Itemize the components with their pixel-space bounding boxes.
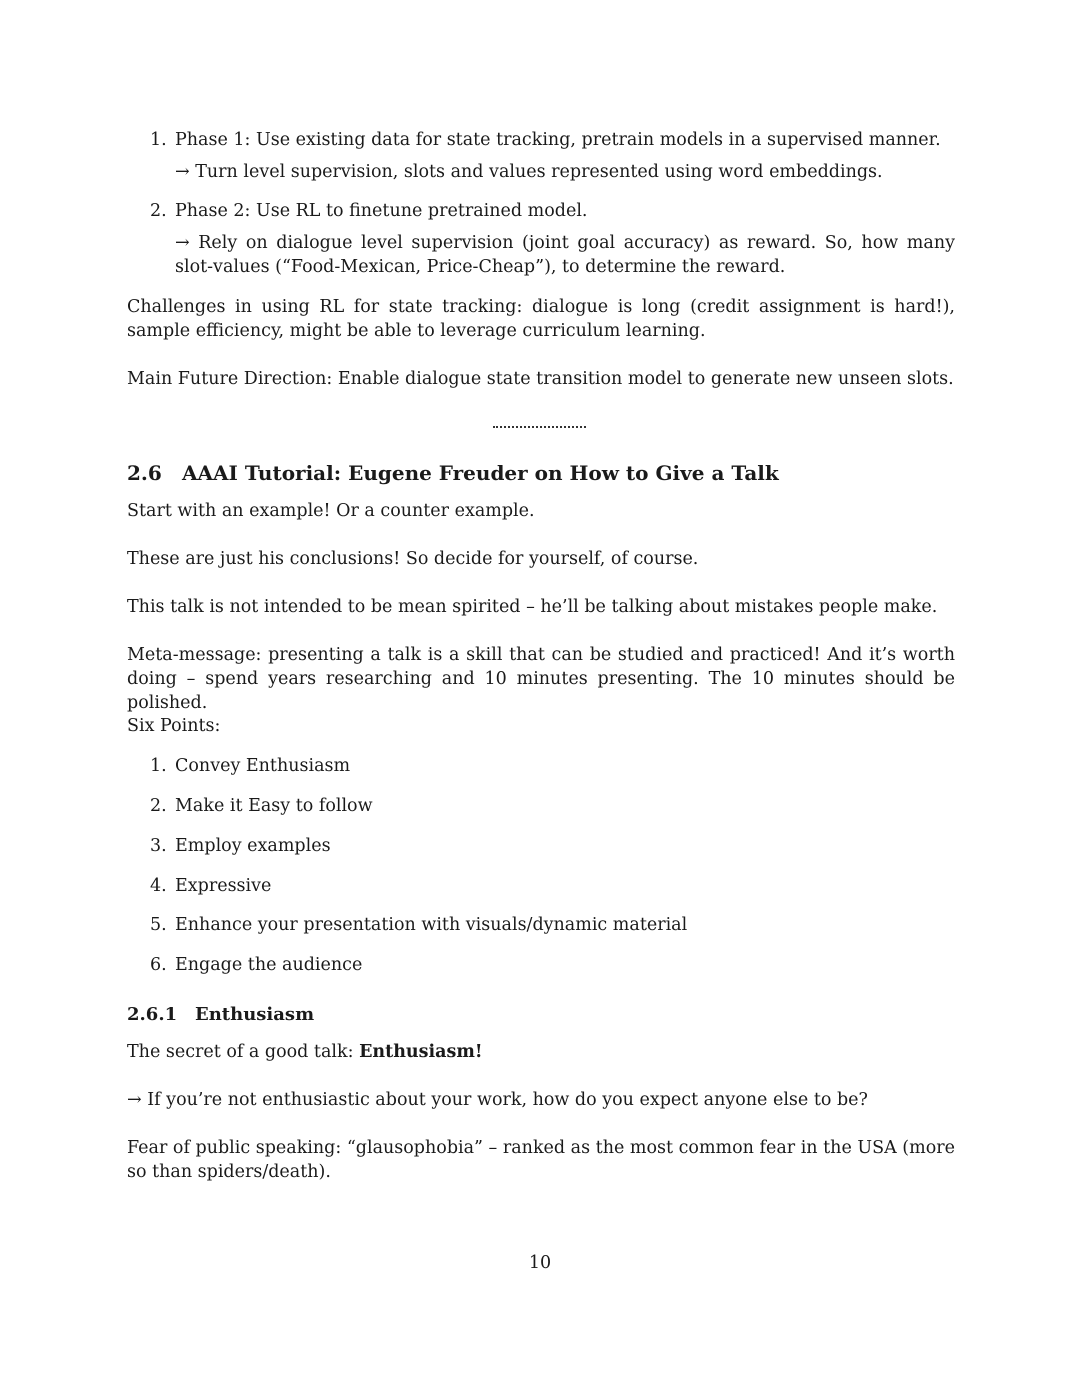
challenges-paragraph: Challenges in using RL for state tracking: dialogue is long (credit assignment is hard!), sample efficiency, might be able to leverage curriculum learning. — [127, 297, 955, 341]
question-paragraph: → If you’re not enthusiastic about your work, how do you expect anyone else to be? — [127, 1090, 868, 1110]
point-item — [150, 834, 955, 858]
point-text: Enhance your presentation with visuals/dynamic material — [175, 915, 688, 935]
point-item — [150, 953, 955, 977]
list-number: 2. — [150, 796, 167, 816]
list-number: 3. — [150, 836, 167, 856]
future-direction-paragraph: Main Future Direction: Enable dialogue state transition model to generate new unseen slots. — [127, 369, 954, 389]
point-text: Expressive — [175, 876, 272, 896]
point-text: Make it Easy to follow — [175, 796, 373, 816]
list-number: 1. — [150, 130, 167, 150]
point-item — [150, 754, 955, 778]
point-text: Engage the audience — [175, 955, 363, 975]
list-number: 1. — [150, 756, 167, 776]
subsection-number: 2.6.1 — [127, 1004, 178, 1025]
list-number: 4. — [150, 876, 167, 896]
list-number: 5. — [150, 915, 167, 935]
page-number: 10 — [528, 1253, 552, 1273]
point-text: Convey Enthusiasm — [175, 756, 351, 776]
paragraph-example: Start with an example! Or a counter example. — [127, 501, 535, 521]
subsection-title: Enthusiasm — [195, 1004, 315, 1025]
phase-1-item — [150, 128, 955, 152]
secret-bold: Enthusiasm! — [359, 1042, 483, 1062]
paragraph-mistakes: This talk is not intended to be mean spirited – he’ll be talking about mistakes people make. — [127, 597, 938, 617]
phase-2-sub: → Rely on dialogue level supervision (joint goal accuracy) as reward. So, how many slot-values (“Food-Mexican, Price-Cheap”), to determine the reward. — [175, 233, 955, 277]
secret-paragraph — [127, 1040, 955, 1064]
point-item — [150, 874, 955, 898]
list-number: 2. — [150, 201, 167, 221]
paragraph-meta-message: Meta-message: presenting a talk is a skill that can be studied and practiced! And it’s worth doing – spend years researching and 10 minutes presenting. The 10 minutes should be polished. — [127, 645, 955, 713]
section-title: AAAI Tutorial: Eugene Freuder on How to Give a Talk — [182, 461, 779, 485]
point-text: Employ examples — [175, 836, 331, 856]
phase-2-text: Phase 2: Use RL to finetune pretrained model. — [175, 201, 588, 221]
secret-prefix: The secret of a good talk: — [127, 1042, 360, 1062]
phase-1-text: Phase 1: Use existing data for state tracking, pretrain models in a supervised manner. — [175, 130, 941, 150]
fear-paragraph: Fear of public speaking: “glausophobia” – ranked as the most common fear in the USA (more so than spiders/death). — [127, 1138, 955, 1182]
paragraph-conclusions: These are just his conclusions! So decide for yourself, of course. — [127, 549, 699, 569]
phase-2-item — [150, 199, 955, 223]
paragraph-six-points: Six Points: — [127, 716, 221, 736]
point-item — [150, 913, 955, 937]
subsection-heading — [127, 1004, 314, 1025]
section-number: 2.6 — [127, 461, 162, 485]
list-number: 6. — [150, 955, 167, 975]
section-heading — [127, 461, 779, 485]
point-item — [150, 794, 955, 818]
section-separator — [493, 426, 586, 428]
phase-1-sub: → Turn level supervision, slots and values represented using word embeddings. — [175, 162, 883, 182]
